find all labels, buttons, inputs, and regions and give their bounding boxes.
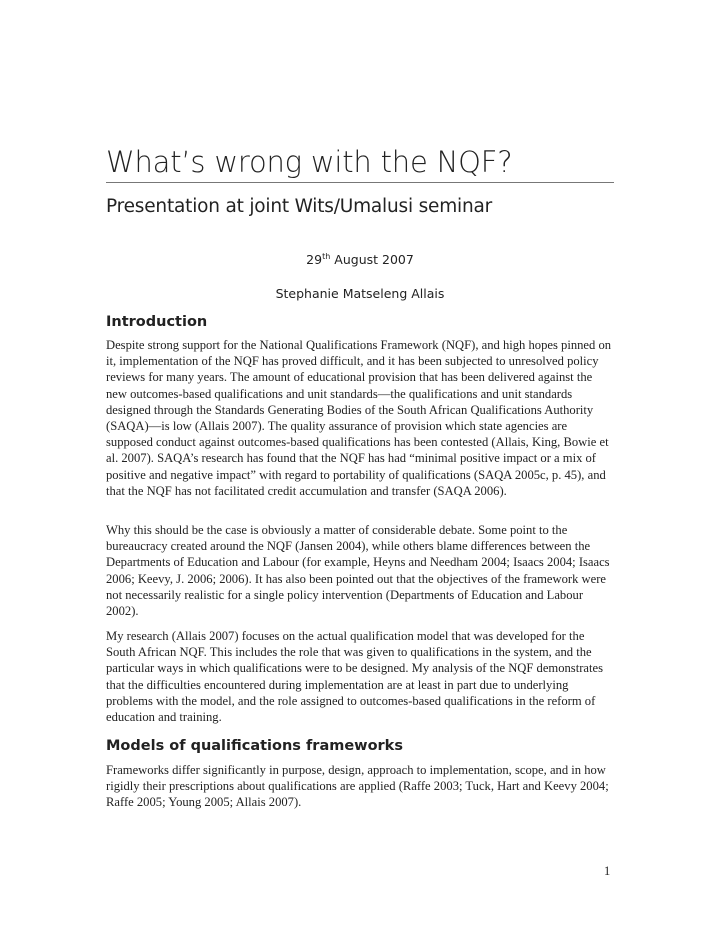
models-paragraph-1: Frameworks differ significantly in purpose, design, approach to implementation, scope, and in how rigidly their prescriptions about qualifications are applied (Raffe 2003; Tuck, Hart and Keevy 2004; Raffe 2005; Young 2005; Allais 2007). bbox=[106, 763, 609, 810]
page-number: 1 bbox=[604, 864, 611, 878]
section-heading-introduction: Introduction bbox=[106, 314, 208, 330]
intro-paragraph-3: My research (Allais 2007) focuses on the actual qualification model that was developed for the South African NQF. This includes the role that was given to qualifications in the system, and the particular ways in which qualifications were to be designed. My analysis of the NQF demonstrates that the difficulties encountered during implementation are at least in part due to underlying problems with the model, and the role assigned to outcomes-based qualifications in the reform of education and training. bbox=[106, 629, 603, 725]
document-title: What’s wrong with the NQF? bbox=[106, 145, 614, 183]
intro-paragraph-1: Despite strong support for the National Qualifications Framework (NQF), and high hopes pinned on it, implementation of the NQF has proved difficult, and it has been subjected to unresolved policy reviews for many years. The amount of educational provision that has been delivered against the new outcomes-based qualifications and unit standards—the qualifications and unit standards designed through the Standards Generating Bodies of the South African Qualifications Authority (SAQA)—is low (Allais 2007). The quality assurance of provision which state agencies are supposed conduct against outcomes-based qualifications has been contested (Allais, King, Bowie et al. 2007). SAQA’s research has found that the NQF has had “minimal positive impact or a mix of positive and negative impact” with regard to portability of qualifications (SAQA 2005c, p. 45), and that the NQF has not facilitated credit accumulation and transfer (SAQA 2006). bbox=[106, 338, 612, 498]
section-heading-models: Models of qualifications frameworks bbox=[106, 738, 403, 754]
date-day: 29 bbox=[306, 252, 323, 267]
document-subtitle: Presentation at joint Wits/Umalusi seminar bbox=[106, 196, 493, 217]
presentation-date bbox=[0, 252, 720, 267]
date-suffix: th bbox=[322, 251, 331, 261]
date-rest: August 2007 bbox=[334, 252, 414, 267]
author-name: Stephanie Matseleng Allais bbox=[275, 286, 445, 301]
intro-paragraph-2: Why this should be the case is obviously a matter of considerable debate. Some point to the bureaucracy created around the NQF (Jansen 2004), while others blame differences between the Departments of Education and Labour (for example, Heyns and Needham 2004; Isaacs 2004; Isaacs 2006; Keevy, J. 2006; 2006). It has also been pointed out that the objectives of the framework were not necessarily realistic for a single policy intervention (Departments of Education and Labour 2002). bbox=[106, 523, 610, 619]
